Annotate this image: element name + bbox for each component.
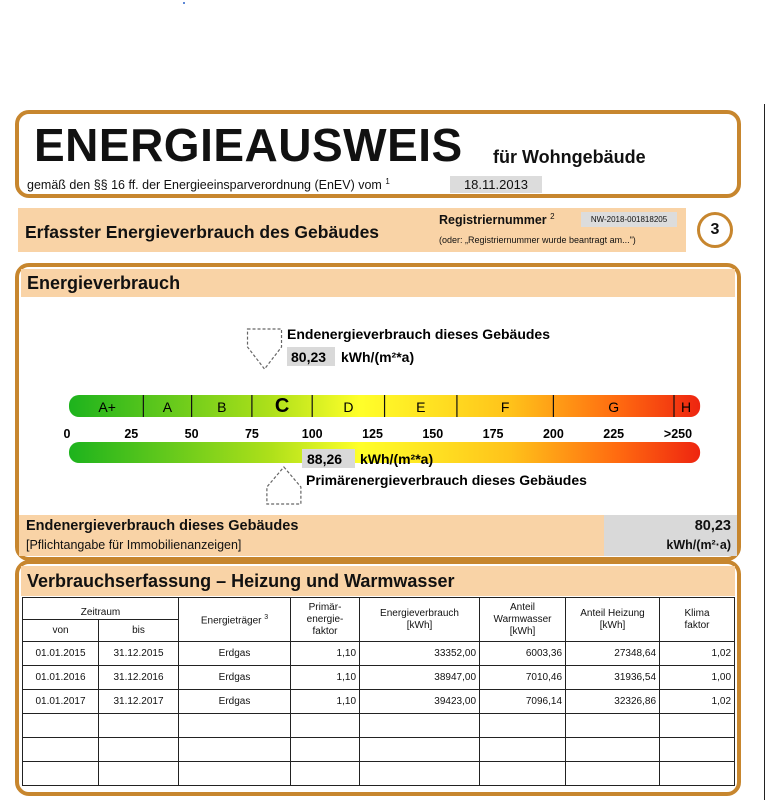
energy-class-label: G xyxy=(608,399,620,415)
table-cell: 7010,46 xyxy=(480,666,566,690)
primary-energy-unit: kWh/(m²*a) xyxy=(360,451,434,467)
energy-scale xyxy=(19,307,737,517)
consumption-table xyxy=(22,597,735,786)
energy-class-label: B xyxy=(217,399,227,415)
table-cell: Erdgas xyxy=(179,690,291,714)
table-cell: 33352,00 xyxy=(360,642,480,666)
registration-footnote: 2 xyxy=(550,212,555,221)
table-cell xyxy=(179,714,291,738)
table-cell xyxy=(23,762,99,786)
header-heiz-l2: [kWh] xyxy=(599,619,626,631)
energy-class-label: H xyxy=(680,399,692,415)
table-cell: 01.01.2017 xyxy=(23,690,99,714)
header-klimafaktor xyxy=(660,598,735,642)
header-heiz-l1: Anteil Heizung xyxy=(580,607,645,619)
scale-tick-label: 150 xyxy=(422,427,444,441)
summary-value: 80,23 xyxy=(694,518,731,534)
header-energietraeger-footnote: 3 xyxy=(264,613,269,621)
summary-note: [Pflichtangabe für Immobilienanzeigen] xyxy=(26,538,242,552)
registration-section-title: Erfasster Energieverbrauch des Gebäudes xyxy=(25,222,380,242)
header-verbrauch-l2: [kWh] xyxy=(406,619,433,631)
table-row xyxy=(23,642,735,666)
summary-title: Endenergieverbrauch dieses Gebäudes xyxy=(26,518,299,534)
table-cell xyxy=(566,762,660,786)
header-ww-l1: Anteil xyxy=(510,601,536,613)
document-title: ENERGIEAUSWEIS xyxy=(34,119,463,171)
header-primaer-l3: faktor xyxy=(312,625,338,637)
header-bis: bis xyxy=(99,620,179,642)
primary-energy-label: Primärenergieverbrauch dieses Gebäudes xyxy=(306,472,587,488)
table-cell: 1,02 xyxy=(660,690,735,714)
table-cell xyxy=(480,762,566,786)
summary-value-box xyxy=(604,515,737,556)
title-box xyxy=(15,110,741,198)
registration-label xyxy=(439,212,555,227)
scale-tick-label: 125 xyxy=(362,427,383,441)
table-cell xyxy=(360,714,480,738)
table-cell xyxy=(660,738,735,762)
scale-tick-label: 25 xyxy=(124,427,139,441)
summary-unit: kWh/(m²·a) xyxy=(666,538,731,552)
table-cell: 1,10 xyxy=(291,690,360,714)
table-row xyxy=(23,714,735,738)
registration-band xyxy=(18,208,686,252)
table-cell: 1,10 xyxy=(291,666,360,690)
table-cell xyxy=(23,738,99,762)
table-header-row xyxy=(23,598,735,620)
table-cell xyxy=(179,738,291,762)
scale-tick-label: 225 xyxy=(603,427,625,441)
page-edge-line xyxy=(764,104,765,800)
header-primaer-l1: Primär- xyxy=(308,601,342,613)
header-energietraeger-text: Energieträger xyxy=(200,615,262,627)
header-ww-l3: [kWh] xyxy=(509,625,536,637)
primary-pointer-arrow-icon xyxy=(267,467,301,504)
end-energy-label: Endenergieverbrauch dieses Gebäudes xyxy=(287,326,550,342)
scale-tick-label: 100 xyxy=(301,427,323,441)
scale-tick-label: >250 xyxy=(663,427,693,441)
table-cell: 32326,86 xyxy=(566,690,660,714)
table-row xyxy=(23,690,735,714)
scale-tick-label: 175 xyxy=(482,427,504,441)
energy-class-label: A xyxy=(162,399,173,415)
end-energy-value: 80,23 xyxy=(291,349,327,365)
energy-section-title: Energieverbrauch xyxy=(21,269,735,297)
end-energy-unit: kWh/(m²*a) xyxy=(341,349,415,365)
table-cell: 1,10 xyxy=(291,642,360,666)
scale-tick-label: 0 xyxy=(63,427,71,441)
page-number-badge: 3 xyxy=(697,212,733,248)
energy-class-label: E xyxy=(416,399,426,415)
header-primaer-l2: energie- xyxy=(306,613,344,625)
energy-class-label: D xyxy=(343,399,354,415)
header-energieverbrauch xyxy=(360,598,480,642)
table-cell xyxy=(99,738,179,762)
table-cell xyxy=(660,714,735,738)
energy-class-label: C xyxy=(274,395,290,417)
table-cell: 1,00 xyxy=(660,666,735,690)
table-cell xyxy=(566,738,660,762)
table-cell xyxy=(291,738,360,762)
table-cell xyxy=(179,762,291,786)
table-cell xyxy=(566,714,660,738)
header-verbrauch-l1: Energieverbrauch xyxy=(380,607,459,619)
table-cell: 27348,64 xyxy=(566,642,660,666)
header-von: von xyxy=(23,620,99,642)
table-cell xyxy=(480,714,566,738)
table-cell: 31936,54 xyxy=(566,666,660,690)
enev-date: 18.11.2013 xyxy=(450,176,542,193)
scale-tick-label: 200 xyxy=(542,427,564,441)
header-klima-l2: faktor xyxy=(684,619,710,631)
header-heizung xyxy=(566,598,660,642)
table-cell: 7096,14 xyxy=(480,690,566,714)
table-row xyxy=(23,666,735,690)
table-cell: 1,02 xyxy=(660,642,735,666)
table-cell xyxy=(99,714,179,738)
end-energy-pointer xyxy=(248,329,282,369)
scale-tick-label: 75 xyxy=(244,427,259,441)
table-cell xyxy=(480,738,566,762)
header-primaerenergiefaktor xyxy=(291,598,360,642)
law-text: gemäß den §§ 16 ff. der Energieeinsparverordnung (EnEV) vom xyxy=(27,178,382,193)
law-reference xyxy=(27,177,390,192)
table-cell xyxy=(291,714,360,738)
registration-note: (oder: „Registriernummer wurde beantragt am...") xyxy=(439,235,636,245)
table-cell: 01.01.2015 xyxy=(23,642,99,666)
law-footnote: 1 xyxy=(385,177,390,186)
header-warmwasser xyxy=(480,598,566,642)
registration-label-text: Registriernummer xyxy=(439,213,547,228)
summary-band xyxy=(19,515,604,556)
scale-tick-label: 50 xyxy=(184,427,199,441)
document-subtitle: für Wohngebäude xyxy=(493,147,646,167)
table-cell xyxy=(99,762,179,786)
table-row xyxy=(23,738,735,762)
table-cell: Erdgas xyxy=(179,642,291,666)
header-ww-l2: Warmwasser xyxy=(493,613,552,625)
table-cell: 38947,00 xyxy=(360,666,480,690)
table-cell: 31.12.2017 xyxy=(99,690,179,714)
primary-energy-value: 88,26 xyxy=(307,451,343,467)
table-row xyxy=(23,762,735,786)
table-cell xyxy=(23,714,99,738)
header-klima-l1: Klima xyxy=(684,607,710,619)
table-cell xyxy=(360,738,480,762)
table-cell: 31.12.2015 xyxy=(99,642,179,666)
table-cell xyxy=(291,762,360,786)
header-energietraeger xyxy=(179,598,291,642)
table-cell: 01.01.2016 xyxy=(23,666,99,690)
energy-class-label: F xyxy=(500,399,510,415)
table-cell: Erdgas xyxy=(179,666,291,690)
end-pointer-arrow-icon xyxy=(248,329,282,369)
stray-dot xyxy=(183,2,185,4)
table-cell xyxy=(660,762,735,786)
header-zeitraum: Zeitraum xyxy=(23,598,179,620)
table-cell: 31.12.2016 xyxy=(99,666,179,690)
table-cell: 39423,00 xyxy=(360,690,480,714)
primary-energy-pointer xyxy=(267,467,301,504)
registration-number: NW-2018-001818205 xyxy=(581,212,677,227)
consumption-section-title: Verbrauchserfassung – Heizung und Warmwasser xyxy=(21,566,735,596)
table-cell: 6003,36 xyxy=(480,642,566,666)
energy-class-label: A+ xyxy=(98,399,116,415)
table-cell xyxy=(360,762,480,786)
